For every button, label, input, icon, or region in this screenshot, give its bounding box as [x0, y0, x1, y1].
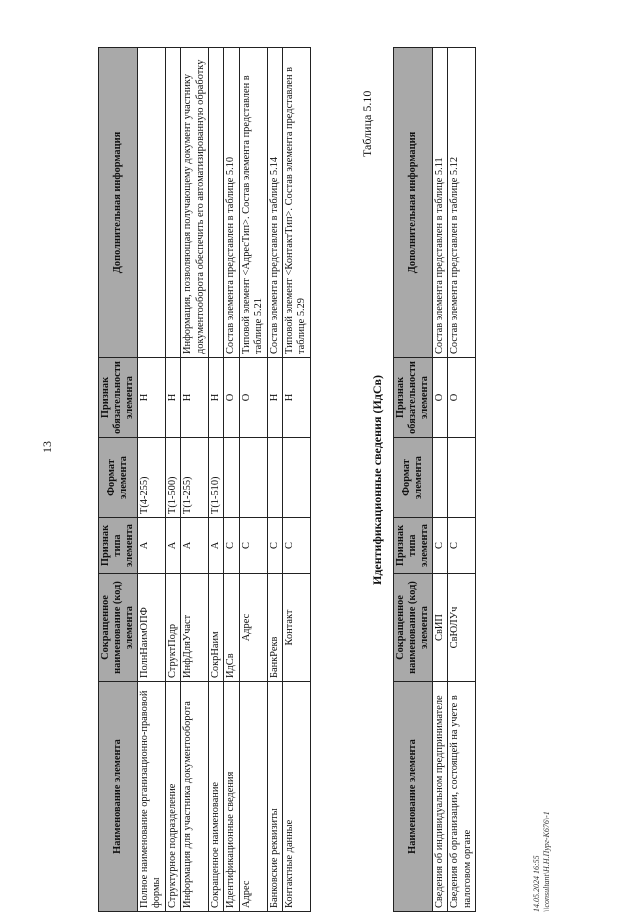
- table-row: [283, 48, 311, 912]
- cell-required: О: [433, 358, 448, 438]
- table-number: Таблица 5.10: [360, 90, 374, 157]
- header-type-flag: Признак типа элемента: [99, 518, 138, 574]
- cell-name: Сведения об организации, состоящей на учете в налоговом органе: [448, 682, 476, 912]
- header-format: Формат элемента: [394, 438, 433, 518]
- cell-required: Н: [267, 358, 282, 438]
- cell-required: Н: [138, 358, 166, 438]
- header-extra-info: Дополнительная информация: [99, 48, 138, 358]
- cell-type: С: [224, 518, 239, 574]
- cell-code: СвЮЛУч: [448, 574, 476, 682]
- cell-type: А: [165, 518, 180, 574]
- table-row: [267, 48, 282, 912]
- cell-name: Полное наименование организационно-правовой формы: [138, 682, 166, 912]
- cell-info: Состав элемента представлен в таблице 5.11: [433, 48, 448, 358]
- cell-format: T(4-255): [138, 438, 166, 518]
- cell-format: T(1-510): [209, 438, 224, 518]
- cell-info: Состав элемента представлен в таблице 5.12: [448, 48, 476, 358]
- table-row: [239, 48, 267, 912]
- cell-info: Типовой элемент <КонтактТип>. Состав элемента представлен в таблице 5.29: [283, 48, 311, 358]
- cell-format: [224, 438, 239, 518]
- cell-info: Информация, позволяющая получающему документ участнику документооборота обеспечить его автоматизированную обработку: [181, 48, 209, 358]
- cell-format: [239, 438, 267, 518]
- cell-code: Контакт: [283, 574, 311, 682]
- table-row: [165, 48, 180, 912]
- cell-name: Адрес: [239, 682, 267, 912]
- cell-info: [138, 48, 166, 358]
- cell-type: С: [239, 518, 267, 574]
- header-required-flag: Признак обязательности элемента: [99, 358, 138, 438]
- cell-format: [433, 438, 448, 518]
- header-format: Формат элемента: [99, 438, 138, 518]
- table-row: [448, 48, 476, 912]
- cell-info: Состав элемента представлен в таблице 5.14: [267, 48, 282, 358]
- cell-format: [283, 438, 311, 518]
- table-row: [433, 48, 448, 912]
- cell-code: СокрНаим: [209, 574, 224, 682]
- cell-name: Контактные данные: [283, 682, 311, 912]
- table-row: [224, 48, 239, 912]
- cell-required: О: [448, 358, 476, 438]
- cell-name: Сведения об индивидуальном предпринимателе: [433, 682, 448, 912]
- table-row: [181, 48, 209, 912]
- cell-type: С: [283, 518, 311, 574]
- cell-format: T(1-255): [181, 438, 209, 518]
- cell-code: ИдСв: [224, 574, 239, 682]
- cell-format: T(1-500): [165, 438, 180, 518]
- cell-type: А: [181, 518, 209, 574]
- cell-required: О: [239, 358, 267, 438]
- cell-type: А: [209, 518, 224, 574]
- cell-format: [448, 438, 476, 518]
- table-header-row: [99, 48, 138, 912]
- cell-code: ИнфДляУчаст: [181, 574, 209, 682]
- table-row: [209, 48, 224, 912]
- table-row: [138, 48, 166, 912]
- table-title: Идентификационные сведения (ИдСв): [370, 375, 384, 585]
- cell-type: С: [267, 518, 282, 574]
- cell-type: С: [448, 518, 476, 574]
- cell-required: Н: [165, 358, 180, 438]
- cell-name: Идентификационные сведения: [224, 682, 239, 912]
- cell-required: Н: [181, 358, 209, 438]
- cell-name: Банковские реквизиты: [267, 682, 282, 912]
- elements-table: [98, 47, 311, 912]
- cell-code: ПолнНаимОПФ: [138, 574, 166, 682]
- cell-info: Состав элемента представлен в таблице 5.10: [224, 48, 239, 358]
- header-short-code: Сокращенное наименование (код) элемента: [99, 574, 138, 682]
- page-number: 13: [40, 441, 54, 453]
- header-extra-info: Дополнительная информация: [394, 48, 433, 358]
- header-element-name: Наименование элемента: [394, 682, 433, 912]
- cell-name: Информация для участника документооборота: [181, 682, 209, 912]
- print-stamp: [532, 811, 552, 912]
- cell-format: [267, 438, 282, 518]
- table-header-row: [394, 48, 433, 912]
- cell-type: С: [433, 518, 448, 574]
- cell-info: [165, 48, 180, 358]
- header-required-flag: Признак обязательности элемента: [394, 358, 433, 438]
- header-short-code: Сокращенное наименование (код) элемента: [394, 574, 433, 682]
- identification-table: [393, 47, 476, 912]
- cell-required: Н: [283, 358, 311, 438]
- rotated-page-content: [80, 32, 580, 912]
- cell-name: Сокращенное наименование: [209, 682, 224, 912]
- cell-info: [209, 48, 224, 358]
- cell-required: О: [224, 358, 239, 438]
- cell-required: Н: [209, 358, 224, 438]
- stamp-date: 14.05.2024 16:55: [532, 855, 541, 912]
- cell-info: Типовой элемент <АдресТип>. Состав элемента представлен в таблице 5.21: [239, 48, 267, 358]
- header-element-name: Наименование элемента: [99, 682, 138, 912]
- cell-name: Структурное подразделение: [165, 682, 180, 912]
- cell-code: СтруктПодр: [165, 574, 180, 682]
- cell-code: СвИП: [433, 574, 448, 682]
- cell-type: А: [138, 518, 166, 574]
- header-type-flag: Признак типа элемента: [394, 518, 433, 574]
- cell-code: БанкРекв: [267, 574, 282, 682]
- cell-code: Адрес: [239, 574, 267, 682]
- stamp-path: \\consultant\Н.Н.Пург-К676\-1: [542, 811, 551, 912]
